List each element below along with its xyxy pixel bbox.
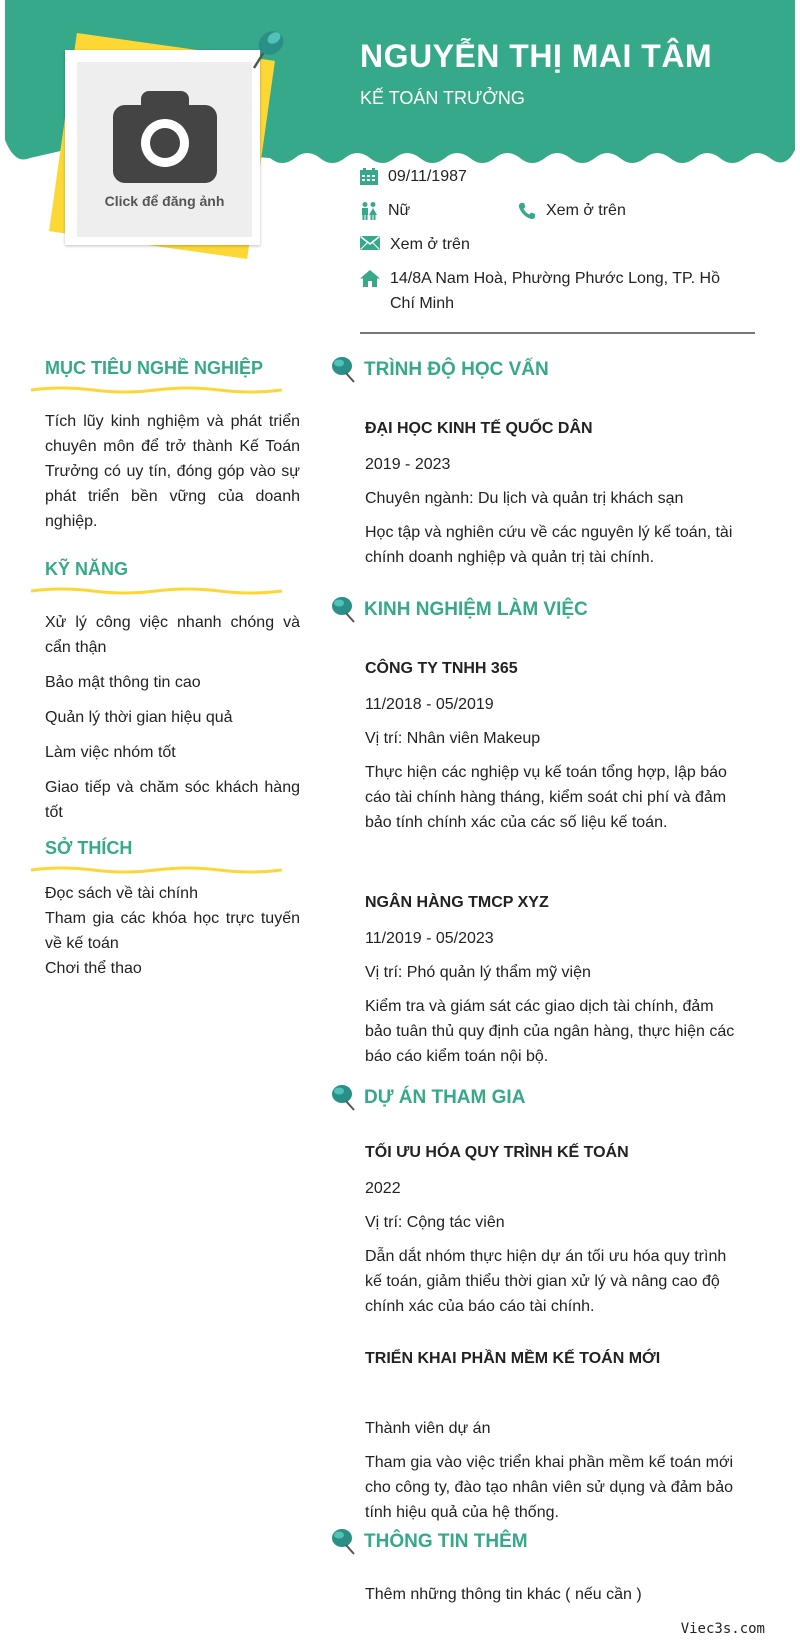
hobbies-heading: SỞ THÍCH — [45, 838, 133, 858]
gender-icon — [360, 202, 378, 220]
wave-divider — [29, 865, 284, 875]
job-period: 11/2018 - 05/2019 — [365, 696, 494, 713]
hobby-item: Đọc sách về tài chính — [45, 885, 198, 902]
photo-caption: Click để đăng ảnh — [104, 192, 225, 209]
job-description: Thực hiện các nghiệp vụ kế toán tổng hợp, lập báo cáo tài chính hàng tháng, kiểm soát chi phí và đảm bảo tính chính xác của các số liệu kế toán. — [365, 764, 727, 831]
calendar-icon — [360, 168, 378, 185]
contact-divider — [360, 332, 755, 334]
pushpin-icon — [330, 356, 356, 384]
photo-upload[interactable] — [77, 62, 252, 237]
phone-icon — [518, 202, 536, 220]
education-major: Chuyên ngành: Du lịch và quản trị khách sạn — [365, 490, 684, 507]
address-row — [360, 266, 720, 316]
camera-icon — [113, 91, 217, 183]
education-section-head — [330, 356, 549, 384]
hobbies-list — [45, 881, 300, 981]
skills-heading: KỸ NĂNG — [45, 559, 129, 579]
hobby-item: Chơi thể thao — [45, 960, 142, 977]
gender-text: Nữ — [388, 202, 411, 219]
projects-heading: DỰ ÁN THAM GIA — [364, 1087, 526, 1108]
skill-item: Bảo mật thông tin cao — [45, 674, 201, 691]
projects-section-head — [330, 1084, 525, 1112]
job-description: Kiểm tra và giám sát các giao dịch tài chính, đảm bảo tuân thủ quy định của ngân hàng, thực hiện các báo cáo kiểm toán nội bộ. — [365, 998, 735, 1065]
birthday-row — [360, 164, 467, 189]
project-name: TRIỂN KHAI PHẦN MỀM KẾ TOÁN MỚI — [365, 1350, 661, 1367]
additional-section-head — [330, 1528, 528, 1556]
pushpin-icon — [248, 26, 286, 70]
skill-item: Xử lý công việc nhanh chóng và cẩn thận — [45, 614, 300, 656]
left-column — [45, 355, 300, 981]
project-period: 2022 — [365, 1180, 401, 1197]
objective-text: Tích lũy kinh nghiệm và phát triển chuyên môn để trở thành Kế Toán Trưởng có uy tín, đóng góp vào sự phát triển bền vững của doanh nghiệp. — [45, 413, 300, 530]
site-watermark: Viec3s.com — [680, 1621, 765, 1637]
project-position: Thành viên dự án — [365, 1420, 491, 1437]
address-text: 14/8A Nam Hoà, Phường Phước Long, TP. Hồ Chí Minh — [390, 270, 720, 312]
education-description: Học tập và nghiên cứu về các nguyên lý kế toán, tài chính doanh nghiệp và quản trị tài chính. — [365, 524, 733, 566]
skill-item: Làm việc nhóm tốt — [45, 744, 176, 761]
education-school: ĐẠI HỌC KINH TẾ QUỐC DÂN — [365, 420, 593, 437]
photo-frame — [65, 50, 260, 245]
wave-divider — [29, 385, 284, 395]
job-period: 11/2019 - 05/2023 — [365, 930, 494, 947]
job-title: KẾ TOÁN TRƯỞNG — [360, 88, 525, 108]
project-description: Tham gia vào việc triển khai phần mềm kế toán mới cho công ty, đào tạo nhân viên sử dụng và đảm bảo tính hiệu quả của hệ thống. — [365, 1454, 733, 1521]
project-position: Vị trí: Cộng tác viên — [365, 1214, 505, 1231]
job-company: NGÂN HÀNG TMCP XYZ — [365, 894, 549, 911]
job-position: Vị trí: Phó quản lý thẩm mỹ viện — [365, 964, 591, 981]
phone-row — [518, 198, 626, 223]
birthday-text: 09/11/1987 — [388, 168, 467, 185]
email-row — [360, 232, 470, 257]
job-position: Vị trí: Nhân viên Makeup — [365, 730, 541, 747]
job-company: CÔNG TY TNHH 365 — [365, 660, 518, 677]
wave-divider — [29, 586, 284, 596]
pushpin-icon — [330, 596, 356, 624]
phone-text: Xem ở trên — [546, 202, 626, 219]
additional-heading: THÔNG TIN THÊM — [364, 1531, 528, 1552]
pushpin-icon — [330, 1084, 356, 1112]
experience-heading: KINH NGHIỆM LÀM VIỆC — [364, 599, 588, 620]
envelope-icon — [360, 236, 380, 250]
project-name: TỐI ƯU HÓA QUY TRÌNH KẾ TOÁN — [365, 1144, 629, 1161]
email-text: Xem ở trên — [390, 236, 470, 253]
experience-section-head — [330, 596, 588, 624]
home-icon — [360, 270, 380, 287]
education-heading: TRÌNH ĐỘ HỌC VẤN — [364, 359, 549, 380]
skill-item: Quản lý thời gian hiệu quả — [45, 709, 233, 726]
additional-text: Thêm những thông tin khác ( nếu cần ) — [365, 1586, 642, 1603]
person-name: NGUYỄN THỊ MAI TÂM — [360, 38, 713, 74]
pushpin-icon — [330, 1528, 356, 1556]
gender-row — [360, 198, 410, 223]
skill-item: Giao tiếp và chăm sóc khách hàng tốt — [45, 779, 300, 821]
skills-list — [45, 610, 300, 825]
objective-heading: MỤC TIÊU NGHỀ NGHIỆP — [45, 358, 264, 378]
project-description: Dẫn dắt nhóm thực hiện dự án tối ưu hóa quy trình kế toán, giảm thiểu thời gian xử lý và nâng cao độ chính xác của báo cáo tài chính. — [365, 1248, 727, 1315]
education-period: 2019 - 2023 — [365, 456, 451, 473]
hobby-item: Tham gia các khóa học trực tuyến về kế toán — [45, 910, 300, 952]
